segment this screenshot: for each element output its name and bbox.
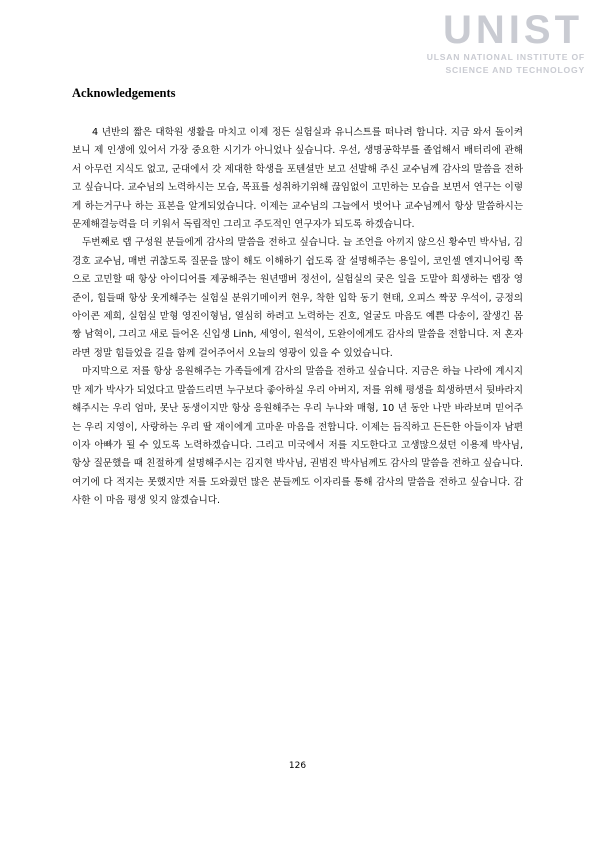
section-title: Acknowledgements <box>72 86 176 100</box>
logo-subtitle-line1: ULSAN NATIONAL INSTITUTE OF <box>426 52 585 62</box>
paragraph-3: 마지막으로 저를 항상 응원해주는 가족들에게 감사의 말씀을 전하고 싶습니다. 지금은 하늘 나라에 계시지만 제가 박사가 되었다고 말씀드리면 누구보다 좋아하실 우리 아버지, 저를 위해 평생을 희생하면서 뒷바라지 해주시는 우리 엄마, 못난 동생이지만 항상 응원해주는 우리 누나와 매형, 10 년 동안 나만 바라보며 믿어주는 우리 지영이, 사랑하는 우리 딸 재이에게 고마운 마음을 전합니다. 이제는 듬직하고 든든한 아들이자 남편이자 아빠가 될 수 있도록 노력하겠습니다. 그리고 미국에서 저를 지도한다고 고생많으셨던 이용제 박사님, 항상 질문했을 때 친절하게 설명해주시는 김지현 박사님, 권범진 박사님께도 감사의 말씀을 전하고 싶습니다. 여기에 다 적지는 못했지만 저를 도와줬던 많은 분들께도 이자리를 통해 감사의 말씀을 전하고 싶습니다. 감사한 이 마음 평생 잊지 않겠습니다. <box>72 366 523 507</box>
paragraph-2: 두번째로 랩 구성원 분들에게 감사의 말씀을 전하고 싶습니다. 늘 조언을 아끼지 않으신 황수민 박사님, 김경호 교수님, 매번 귀찮도록 질문을 많이 해도 이해하기 쉽도록 잘 설명해주는 용일이, 코인셀 엔지니어링 쪽으로 고민할 때 항상 아이디어를 제공해주는 원년맴버 정선이, 실험실의 궂은 일을 도맡아 희생하는 랩장 영준이, 힘들때 항상 웃게해주는 실험실 분위기메이커 현우, 착한 입학 동기 현태, 오피스 짝꿍 우석이, 긍정의 아이콘 제희, 실험실 맏형 영진이형님, 열심히 하려고 노력하는 진호, 얼굴도 마음도 예쁜 다송이, 잘생긴 몸짱 남혁이, 그리고 새로 들어온 신입생 Linh, 세영이, 원석이, 도완이에게도 감사의 말씀을 전합니다. 저 혼자라면 정말 힘들었을 길을 함께 걸어주어서 오늘의 영광이 있을 수 있었습니다. <box>72 237 523 359</box>
paragraph-1: 4 년반의 짧은 대학원 생활을 마치고 이제 정든 실험실과 유니스트를 떠나려 합니다. 지금 와서 돌이켜보니 제 인생에 있어서 가장 중요한 시기가 아니었나 싶습니다. 우선, 생명공학부를 졸업해서 배터리에 관해서 아무런 지식도 없고, 군대에서 갓 제대한 학생을 포텐셜만 보고 선발해 주신 교수님께 감사의 말씀을 전하고 싶습니다. 교수님의 노력하시는 모습, 목표를 성취하기위해 끊임없이 고민하는 모습을 보면서 연구는 이렇게 하는거구나 하는 표본을 알게되었습니다. 이제는 교수님의 그늘에서 벗어나 교수님께서 항상 말씀하시는 문제해결능력을 더 키워서 독립적인 그리고 주도적인 연구자가 되도록 하겠습니다. <box>72 127 523 231</box>
acknowledgements-body <box>72 124 523 511</box>
unist-logo <box>405 10 585 76</box>
logo-wordmark: UNIST <box>443 8 583 52</box>
page-number: 126 <box>288 761 307 771</box>
logo-subtitle-line2: SCIENCE AND TECHNOLOGY <box>445 65 585 75</box>
